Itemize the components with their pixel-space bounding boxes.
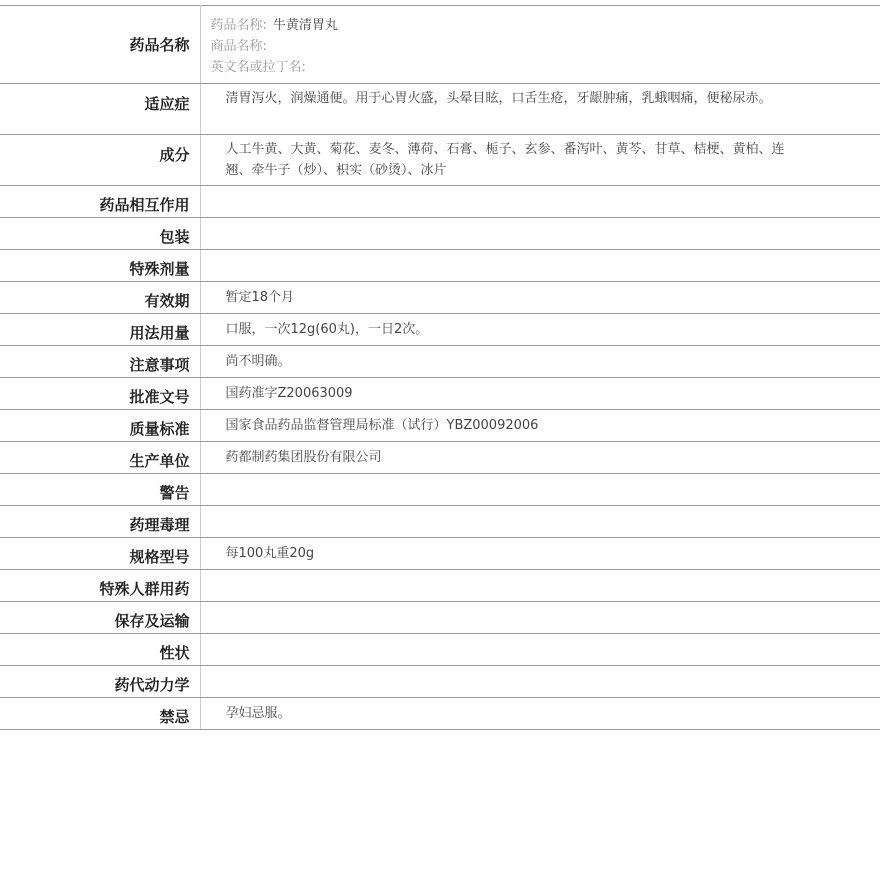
row-value [200,186,880,218]
row-value [200,602,880,634]
row-label: 有效期 [0,282,200,314]
row-value [200,634,880,666]
row-value: 清胃泻火，润燥通便。用于心胃火盛，头晕目眩，口舌生疮，牙龈肿痛，乳蛾咽痛，便秘尿赤。 [200,84,880,135]
row-value: 人工牛黄、大黄、菊花、麦冬、薄荷、石膏、栀子、玄参、番泻叶、黄芩、甘草、桔梗、黄柏、连翘、牵牛子（炒）、枳实（砂烫）、冰片 [200,135,880,186]
row-special-dosage [0,250,880,282]
drug-name-cell [200,6,880,84]
row-label: 成分 [0,135,200,186]
row-value [200,250,880,282]
row-label: 性状 [0,634,200,666]
row-value: 孕妇忌服。 [200,698,880,730]
row-value: 尚不明确。 [200,346,880,378]
row-label: 批准文号 [0,378,200,410]
row-label: 规格型号 [0,538,200,570]
row-value [200,570,880,602]
row-warning [0,474,880,506]
row-value [200,218,880,250]
row-label: 注意事项 [0,346,200,378]
row-label: 用法用量 [0,314,200,346]
row-value: 药都制药集团股份有限公司 [200,442,880,474]
row-pharmacology [0,506,880,538]
row-value [200,474,880,506]
latin-name-line [211,57,871,78]
row-value: 国药准字Z20063009 [200,378,880,410]
row-value: 每100丸重20g [200,538,880,570]
row-label: 药理毒理 [0,506,200,538]
row-label: 生产单位 [0,442,200,474]
row-label: 适应症 [0,84,200,135]
row-special-populations [0,570,880,602]
row-quality-standard [0,410,880,442]
row-contraindications [0,698,880,730]
row-indications [0,84,880,135]
row-packaging [0,218,880,250]
row-precautions [0,346,880,378]
generic-name-label: 药品名称: [210,18,267,33]
trade-name-label: 商品名称: [210,39,267,54]
row-specification [0,538,880,570]
row-dosage [0,314,880,346]
row-manufacturer [0,442,880,474]
row-value: 口服，一次12g(60丸)，一日2次。 [200,314,880,346]
row-pharmacokinetics [0,666,880,698]
row-interactions [0,186,880,218]
row-label: 特殊剂量 [0,250,200,282]
row-appearance [0,634,880,666]
row-label: 警告 [0,474,200,506]
row-value [200,506,880,538]
row-ingredients [0,135,880,186]
row-value: 国家食品药品监督管理局标准（试行）YBZ00092006 [200,410,880,442]
generic-name-value: 牛黄清胃丸 [272,18,338,33]
row-label: 保存及运输 [0,602,200,634]
row-label: 药代动力学 [0,666,200,698]
row-label: 包装 [0,218,200,250]
row-value [200,666,880,698]
row-label: 药品相互作用 [0,186,200,218]
row-storage [0,602,880,634]
row-label: 禁忌 [0,698,200,730]
row-label: 质量标准 [0,410,200,442]
generic-name-line [211,15,871,36]
row-value: 暂定18个月 [200,282,880,314]
drug-info-table [0,5,880,730]
row-label: 药品名称 [0,6,200,84]
row-drug-name [0,6,880,84]
row-label: 特殊人群用药 [0,570,200,602]
trade-name-line [211,36,871,57]
row-approval-number [0,378,880,410]
latin-name-label: 英文名或拉丁名: [210,60,306,75]
row-shelf-life [0,282,880,314]
